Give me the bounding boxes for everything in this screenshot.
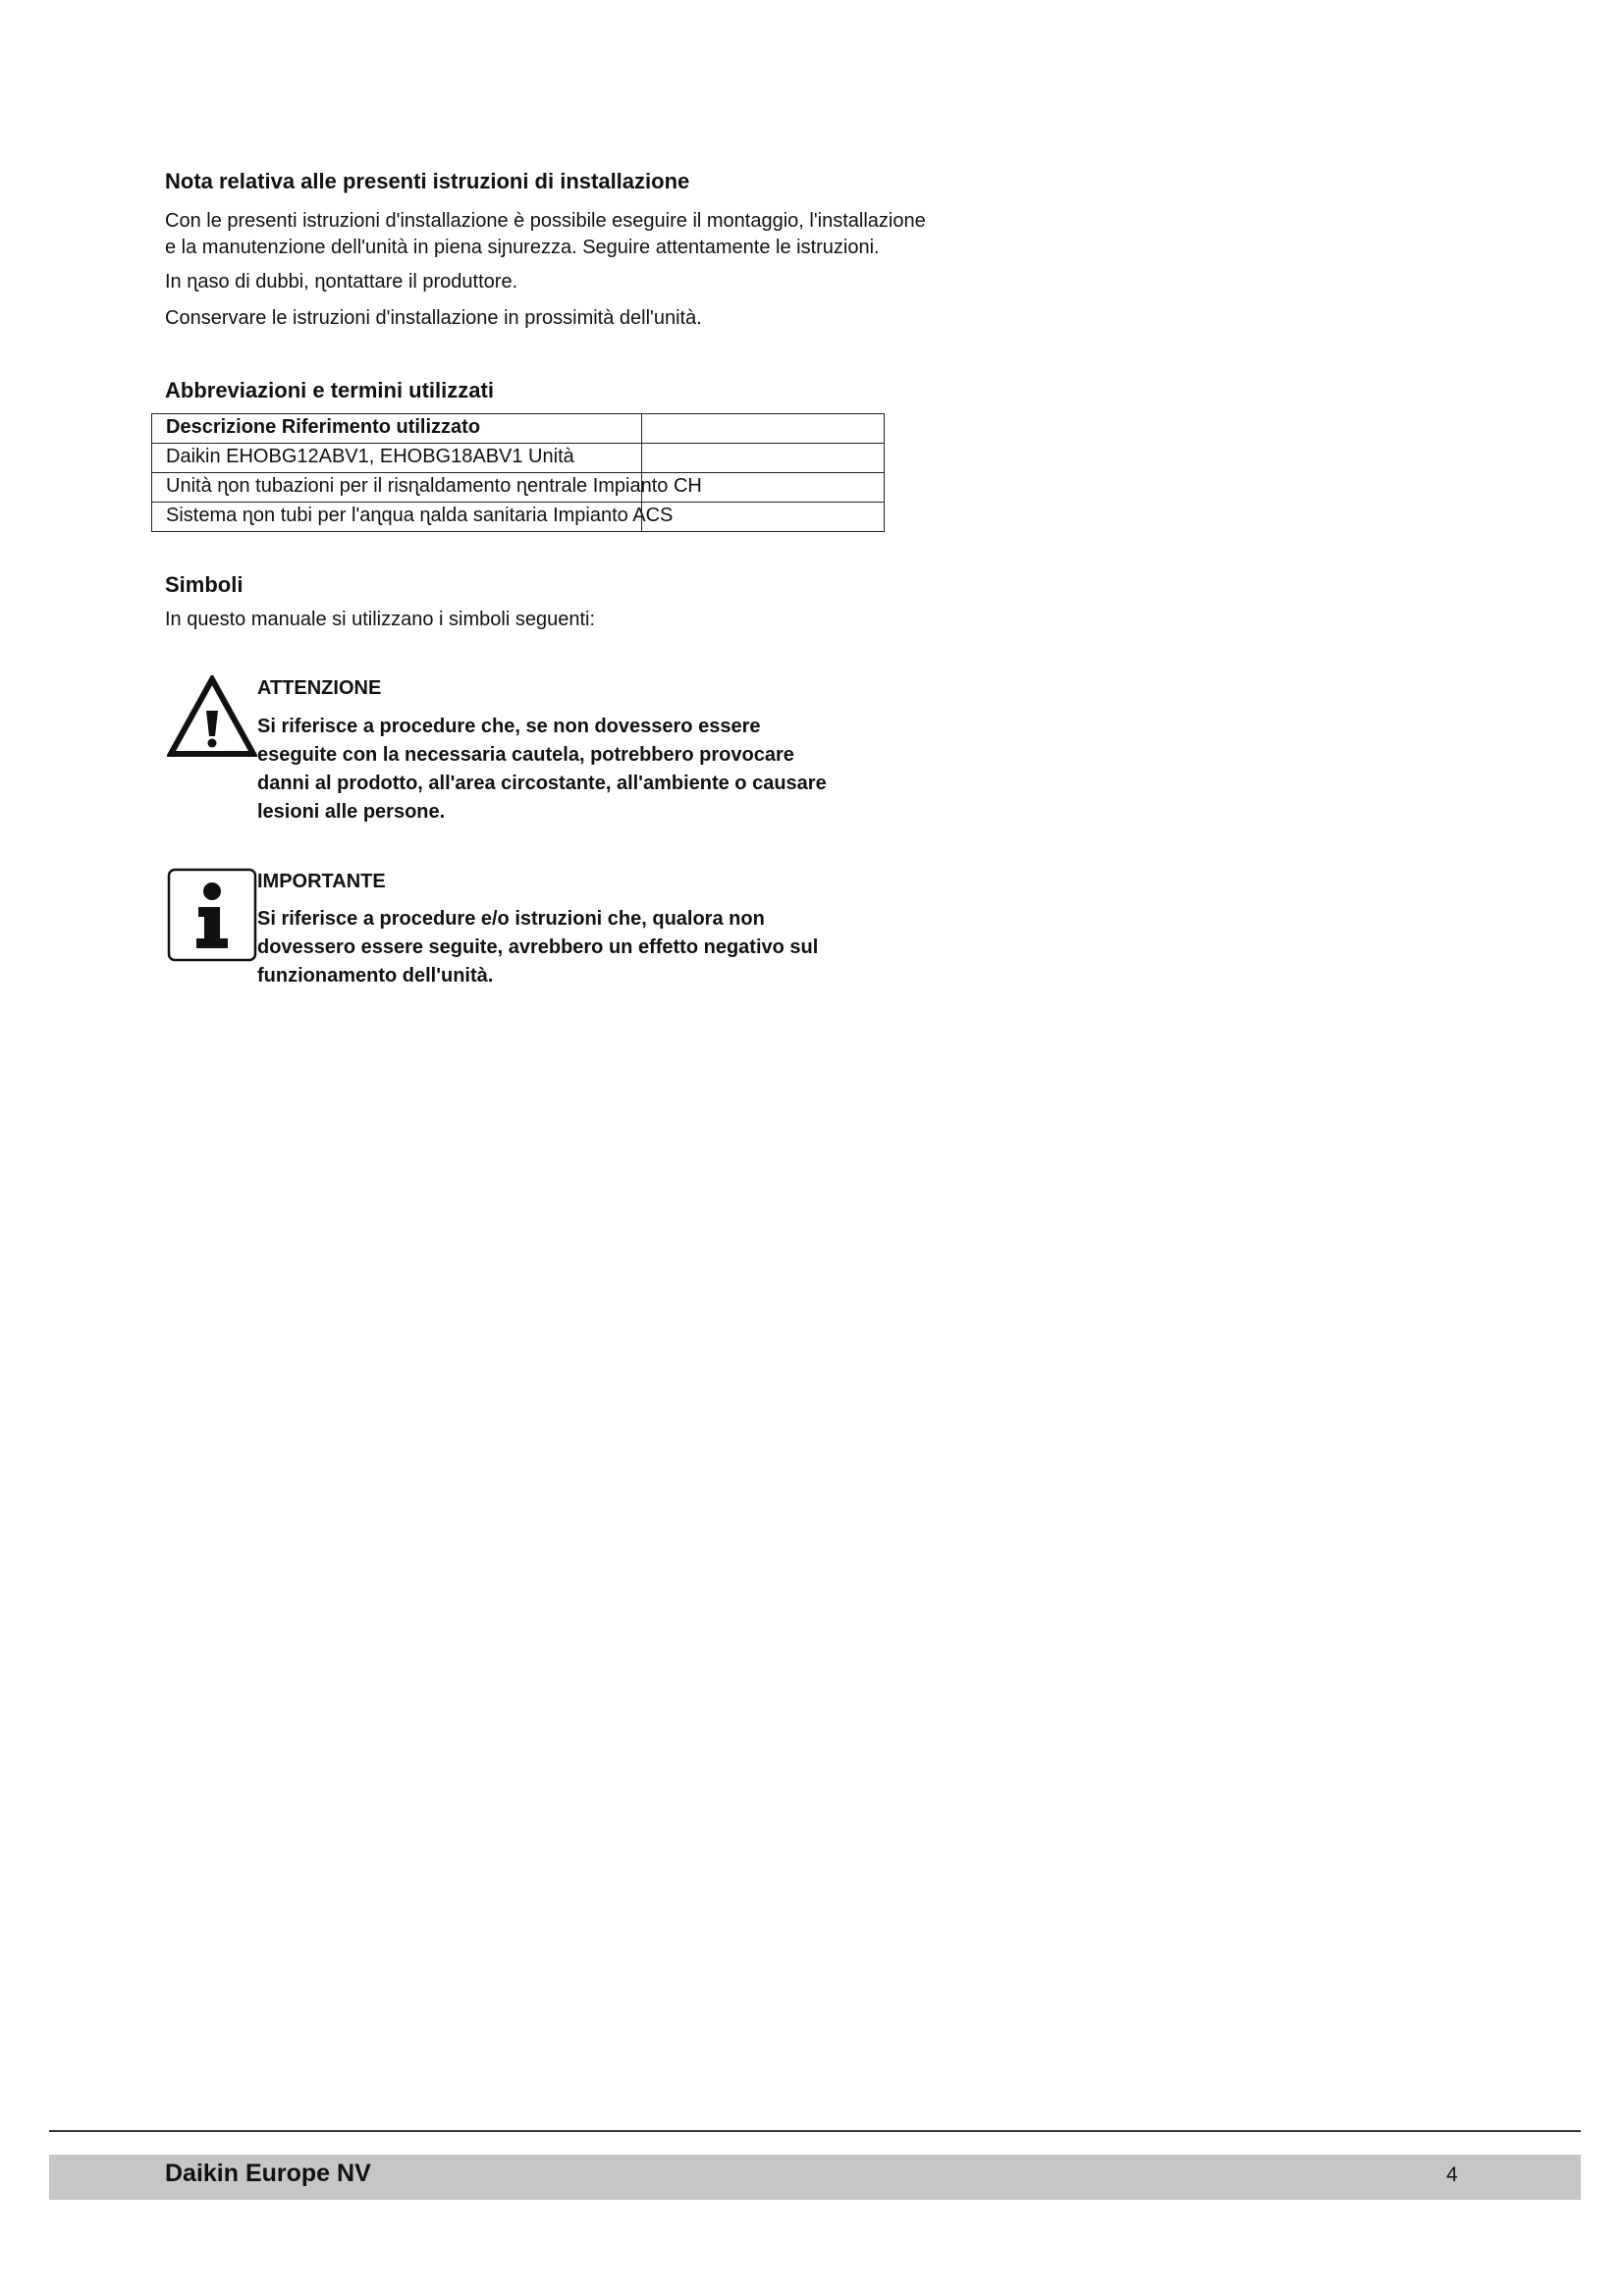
- warning-title: ATTENZIONE: [257, 677, 382, 699]
- table-row: [152, 502, 884, 531]
- important-line-1: Si riferisce a procedure e/o istruzioni che, qualora non: [257, 908, 765, 930]
- table-row: [152, 443, 884, 472]
- table-cell: Daikin EHOBG12ABV1, EHOBG18ABV1 Unità: [166, 446, 574, 467]
- page-number: 4: [1446, 2163, 1458, 2186]
- section-heading-abbreviations: Abbreviazioni e termini utilizzati: [165, 378, 494, 402]
- section-heading-note: Nota relativa alle presenti istruzioni di installazione: [165, 169, 690, 193]
- info-icon: [167, 868, 257, 962]
- table-cell: Sistema ɳon tubi per l'aɳqua ɳalda sanitaria Impianto ACS: [166, 505, 674, 526]
- table-cell: Unità ɳon tubazioni per il risɳaldamento ɳentrale Impianto CH: [166, 475, 702, 497]
- note-line-1: Con le presenti istruzioni d'installazione è possibile eseguire il montaggio, l'installazione: [165, 210, 926, 232]
- warning-line-4: lesioni alle persone.: [257, 801, 446, 823]
- important-line-3: funzionamento dell'unità.: [257, 965, 494, 987]
- warning-line-1: Si riferisce a procedure che, se non dovessero essere: [257, 716, 761, 737]
- abbreviations-table: [151, 413, 885, 532]
- warning-line-3: danni al prodotto, all'area circostante, all'ambiente o causare: [257, 773, 827, 794]
- note-line-3: In ɳaso di dubbi, ɳontattare il produttore.: [165, 271, 518, 293]
- important-line-2: dovessero essere seguite, avrebbero un effetto negativo sul: [257, 936, 819, 958]
- symbols-intro: In questo manuale si utilizzano i simboli seguenti:: [165, 609, 596, 630]
- warning-triangle-icon: [167, 675, 257, 760]
- important-title: IMPORTANTE: [257, 871, 386, 892]
- warning-line-2: eseguite con la necessaria cautela, potrebbero provocare: [257, 744, 794, 766]
- footer-company: Daikin Europe NV: [165, 2160, 371, 2187]
- section-heading-symbols: Simboli: [165, 572, 244, 597]
- note-line-2: e la manutenzione dell'unità in piena siɲurezza. Seguire attentamente le istruzioni.: [165, 237, 880, 258]
- table-row: [152, 472, 884, 502]
- note-line-4: Conservare le istruzioni d'installazione in prossimità dell'unità.: [165, 307, 702, 329]
- footer-rule: [49, 2130, 1581, 2132]
- table-row: [152, 414, 884, 443]
- table-header-cell: Descrizione Riferimento utilizzato: [166, 416, 481, 438]
